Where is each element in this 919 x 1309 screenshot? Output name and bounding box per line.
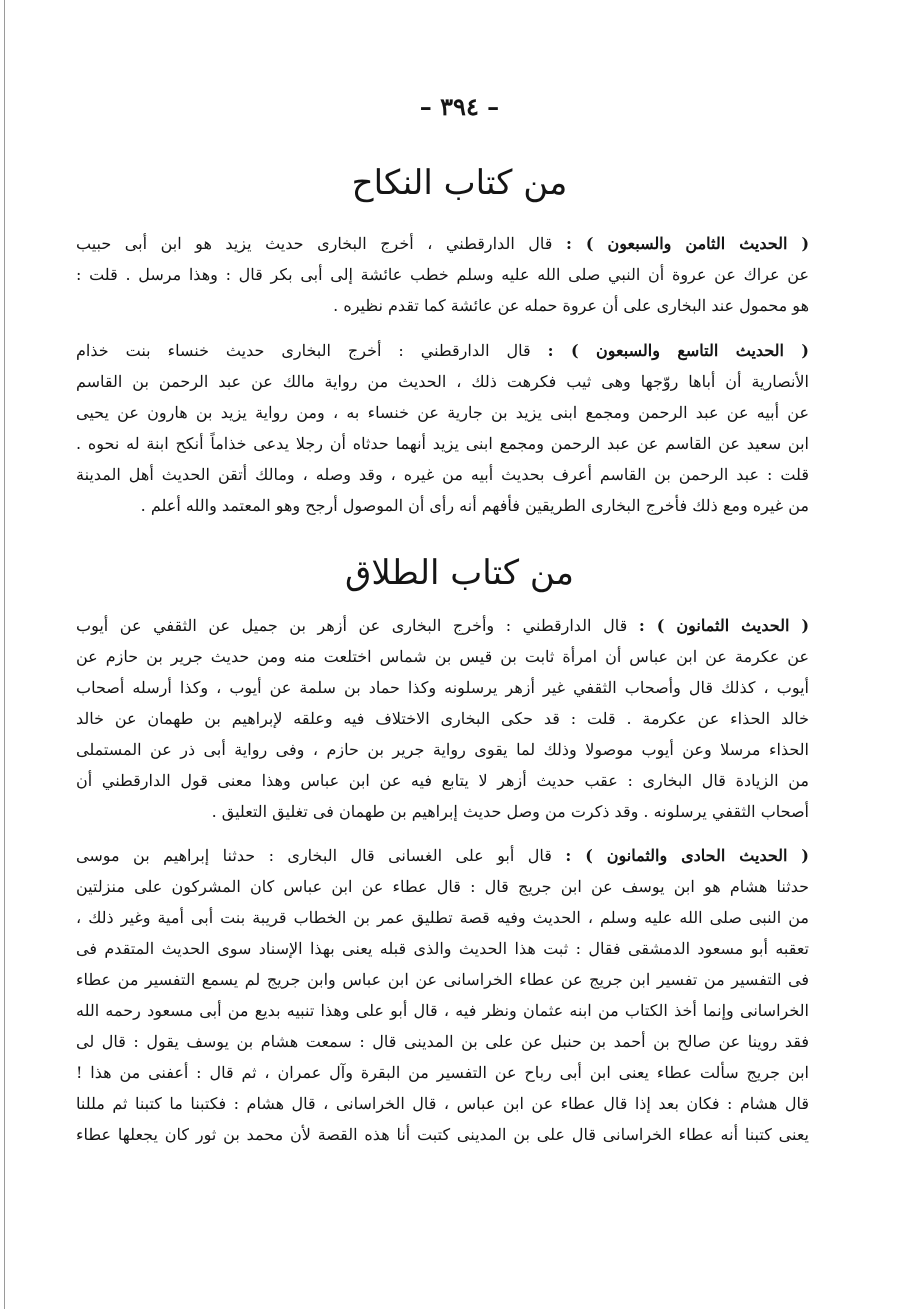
paragraph-line: من النبى صلى الله عليه وسلم ، الحديث وفيه قصة تطليق عمر بن الخطاب قريبة بنت أبى أمية وغير ذلك ، xyxy=(76,908,809,927)
paragraph-line: ابن سعيد عن القاسم عن عبد الرحمن ومجمع ابنى يزيد أنهما حدثاه أن رجلا يدعى خذاماً أنكح ابنة له نحوه . xyxy=(76,434,809,453)
paragraph-line: الأنصارية أن أباها روّجها وهى ثيب فكرهت ذلك ، الحديث من رواية مالك عن عبد الرحمن بن القاسم xyxy=(76,372,809,391)
paragraph-hadith-79 xyxy=(76,335,809,521)
paragraph-line: حدثنا هشام هو ابن يوسف عن ابن جريج قال : قال عطاء عن ابن عباس كان المشركون على منزلتين xyxy=(76,877,809,896)
paragraph-line: عن عراك عن عروة أن النبي صلى الله عليه وسلم خطب عائشة إلى أبى بكر قال : وهذا مرسل . قلت : xyxy=(76,265,809,284)
paragraph-line: خالد الحذاء عن عكرمة . قلت : قد حكى البخارى الاختلاف فيه وعلقه لإبراهيم بن طهمان عن خالد xyxy=(76,709,809,728)
paragraph-line: قلت : عبد الرحمن بن القاسم أعرف بحديث أبيه من غيره ، وقد وصله ، ومالك أتقن الحديث أهل المدينة xyxy=(76,465,809,484)
paragraph-line: عن عكرمة عن ابن عباس أن امرأة ثابت بن قيس بن شماس اختلعت منه ومن حديث جرير بن حازم عن xyxy=(76,647,809,666)
paragraph-line: فقد روينا عن صالح بن أحمد بن حنبل عن على بن المدينى قال : سمعت هشام بن يوسف يقول : قال لى xyxy=(76,1032,809,1051)
section-heading-nikah: من كتاب النكاح xyxy=(351,163,568,203)
hadith-label: ( الحديث التاسع والسبعون ) : xyxy=(547,341,809,360)
hadith-label: ( الحديث الثمانون ) : xyxy=(638,616,809,635)
paragraph-line: فى التفسير من تفسير ابن جريج عن عطاء الخراسانى عن ابن عباس وابن جريج لم يسمع التفسير من عطاء xyxy=(76,970,809,989)
paragraph-line: ابن جريج سألت عطاء يعنى ابن أبى رباح عن التفسير من البقرة وآل عمران ، ثم قال : أعفنى من هذا ! xyxy=(76,1063,809,1082)
paragraph-line: قال هشام : فكان بعد إذا قال عطاء عن ابن عباس ، قال الخراسانى ، قال هشام : فكتبنا ما كتبنا ثم مللنا xyxy=(76,1094,809,1113)
paragraph-line: يعنى كتبنا أنه عطاء الخراسانى قال على بن المدينى كتبت أنا هذه القصة لأن محمد بن ثور كان يجعلها عطاء xyxy=(76,1125,809,1144)
section-heading-talaq: من كتاب الطلاق xyxy=(345,553,574,593)
paragraph-line: الحذاء مرسلا وعن أيوب موصولا وذلك لما يقوى رواية جرير بن حازم ، وفى رواية أبى ذر عن المستملى xyxy=(76,740,809,759)
paragraph-line: أصحاب الثقفي يرسلونه . وقد ذكرت من وصل حديث إبراهيم بن طهمان فى تغليق التعليق . xyxy=(211,802,809,821)
paragraph-line: من الزيادة قال البخارى : عقب حديث أزهر لا يتابع فيه عن ابن عباس وهذا معنى قول الدارقطني أن xyxy=(76,771,809,790)
hadith-label: ( الحديث الثامن والسبعون ) : xyxy=(566,234,809,253)
paragraph-line: تعقبه أبو مسعود الدمشقى فقال : ثبت هذا الحديث والذى قبله يعنى بهذا الإسناد سوى الحديث المتقدم فى xyxy=(76,939,809,958)
line-text: قال الدارقطني : أخرج البخارى حديث خنساء بنت خذام xyxy=(76,341,531,360)
paragraph-line xyxy=(76,228,809,259)
hadith-label: ( الحديث الحادى والثمانون ) : xyxy=(565,846,809,865)
line-text: قال أبو على الغسانى قال البخارى : حدثنا إبراهيم بن موسى xyxy=(76,846,552,865)
paragraph-line: أيوب ، كذلك قال وأصحاب الثقفي غير أزهر يرسلونه وكذا حماد بن سلمة عن أيوب ، وكذا أرسله أصحاب xyxy=(76,678,809,697)
paragraph-line: الخراسانى وإنما أخذ الكتاب من ابنه عثمان ونظر فيه ، قال أبو على وهذا تنبيه بديع من أبى مسعود رحمه الله xyxy=(76,1001,809,1020)
paragraph-line xyxy=(76,335,809,366)
paragraph-hadith-78 xyxy=(76,228,809,321)
page-number: – ٣٩٤ – xyxy=(419,92,500,121)
paragraph-line: من غيره ومع ذلك فأخرج البخارى الطريقين فأفهم أنه رأى أن الموصول أرجح وهو المعتمد والله أعلم . xyxy=(140,496,809,515)
paragraph-hadith-81 xyxy=(76,840,809,1150)
line-text: قال الدارقطني ، أخرج البخارى حديث يزيد هو ابن أبى حبيب xyxy=(76,234,553,253)
paragraph-line xyxy=(76,840,809,871)
paragraph-line xyxy=(76,610,809,641)
line-text: قال الدارقطني : وأخرج البخارى عن أزهر بن جميل عن الثقفي عن أيوب xyxy=(76,616,628,635)
paragraph-line: عن أبيه عن عبد الرحمن ومجمع ابنى يزيد بن جارية عن خنساء به ، ومن رواية يزيد بن هارون عن يحيى xyxy=(76,403,809,422)
paragraph-line: هو محمول عند البخارى على أن عروة حمله عن عائشة كما تقدم نظيره . xyxy=(333,296,809,315)
paragraph-hadith-80 xyxy=(76,610,809,827)
